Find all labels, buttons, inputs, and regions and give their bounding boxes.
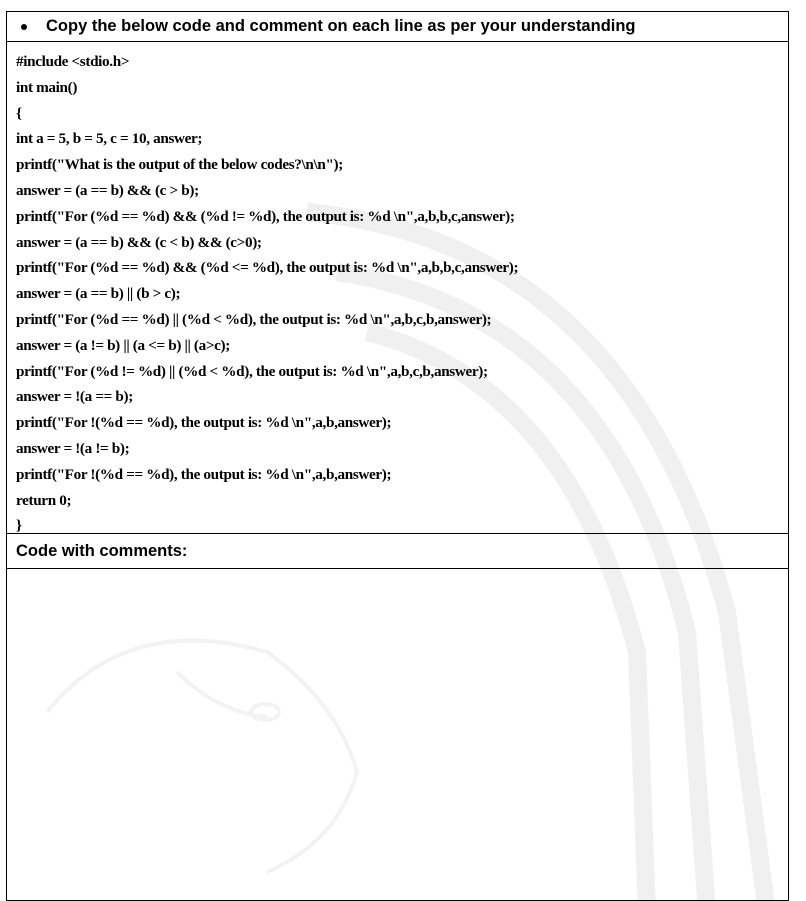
code-line: answer = (a == b) && (c < b) && (c>0);	[16, 233, 262, 251]
code-line: printf("What is the output of the below codes?\n\n");	[16, 156, 343, 174]
code-line: answer = !(a != b);	[16, 439, 130, 457]
code-line: #include <stdio.h>	[16, 53, 130, 70]
code-line: printf("For !(%d == %d), the output is: %d \n",a,b,answer);	[16, 414, 392, 432]
code-line: answer = (a == b) || (b > c);	[16, 285, 181, 303]
code-line: answer = (a == b) && (c > b);	[16, 181, 199, 199]
comments-header-row	[7, 534, 788, 569]
code-line: int main()	[16, 78, 78, 96]
code-line: int a = 5, b = 5, c = 10, answer;	[16, 130, 203, 148]
code-line: return 0;	[16, 491, 72, 509]
code-line: printf("For (%d != %d) || (%d < %d), the output is: %d \n",a,b,c,b,answer);	[16, 362, 488, 380]
bullet-icon	[21, 24, 27, 30]
comments-answer-area[interactable]	[7, 569, 788, 899]
code-line: printf("For !(%d == %d), the output is: %d \n",a,b,answer);	[16, 465, 392, 483]
code-line: }	[16, 517, 22, 535]
code-line: answer = (a != b) || (a <= b) || (a>c);	[16, 336, 230, 354]
code-block	[7, 42, 788, 534]
comments-label: Code with comments:	[16, 541, 188, 560]
instruction-row	[7, 12, 788, 42]
code-line: printf("For (%d == %d) || (%d < %d), the output is: %d \n",a,b,c,b,answer);	[16, 310, 492, 328]
code-line: {	[16, 104, 22, 122]
code-line: printf("For (%d == %d) && (%d <= %d), the output is: %d \n",a,b,b,c,answer);	[16, 259, 519, 277]
worksheet-table	[6, 11, 789, 901]
code-line: answer = !(a == b);	[16, 388, 133, 406]
code-line: printf("For (%d == %d) && (%d != %d), the output is: %d \n",a,b,b,c,answer);	[16, 207, 515, 225]
instruction-text: Copy the below code and comment on each line as per your understanding	[46, 17, 636, 35]
